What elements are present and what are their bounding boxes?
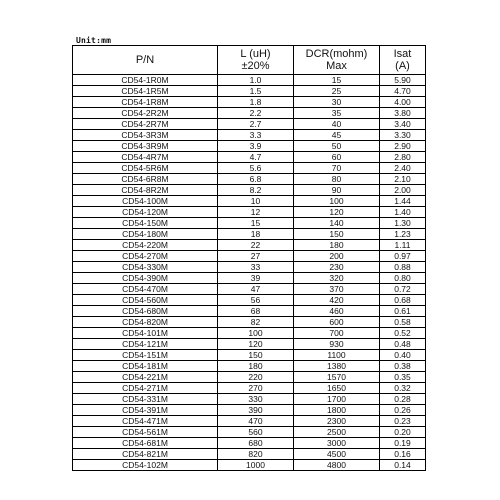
- isat-cell: 2.90: [380, 141, 426, 152]
- part-number-cell: CD54-3R3M: [73, 130, 218, 141]
- table-row: [73, 438, 426, 449]
- inductance-cell: 100: [218, 328, 294, 339]
- table-row: [73, 174, 426, 185]
- dcr-cell: 180: [294, 240, 380, 251]
- dcr-cell: 1100: [294, 350, 380, 361]
- inductance-cell: 820: [218, 449, 294, 460]
- table-row: [73, 350, 426, 361]
- inductance-cell: 22: [218, 240, 294, 251]
- isat-cell: 3.40: [380, 119, 426, 130]
- part-number-cell: CD54-270M: [73, 251, 218, 262]
- header-part-number: [73, 46, 218, 75]
- table-body: [73, 75, 426, 471]
- table-row: [73, 317, 426, 328]
- part-number-cell: CD54-471M: [73, 416, 218, 427]
- isat-cell: 2.40: [380, 163, 426, 174]
- inductance-cell: 12: [218, 207, 294, 218]
- inductance-cell: 27: [218, 251, 294, 262]
- isat-cell: 0.52: [380, 328, 426, 339]
- inductance-cell: 120: [218, 339, 294, 350]
- inductance-cell: 680: [218, 438, 294, 449]
- part-number-cell: CD54-1R8M: [73, 97, 218, 108]
- inductance-cell: 1.0: [218, 75, 294, 86]
- dcr-cell: 3000: [294, 438, 380, 449]
- inductance-cell: 330: [218, 394, 294, 405]
- header-inductance: [218, 46, 294, 75]
- table-row: [73, 262, 426, 273]
- table-row: [73, 240, 426, 251]
- part-number-cell: CD54-121M: [73, 339, 218, 350]
- header-inductance-label: L (uH): [240, 48, 271, 60]
- dcr-cell: 230: [294, 262, 380, 273]
- dcr-cell: 140: [294, 218, 380, 229]
- table-row: [73, 306, 426, 317]
- dcr-cell: 4500: [294, 449, 380, 460]
- part-number-cell: CD54-4R7M: [73, 152, 218, 163]
- header-isat: [380, 46, 426, 75]
- dcr-cell: 2300: [294, 416, 380, 427]
- table-row: [73, 284, 426, 295]
- inductance-cell: 33: [218, 262, 294, 273]
- inductance-cell: 220: [218, 372, 294, 383]
- part-number-cell: CD54-681M: [73, 438, 218, 449]
- part-number-cell: CD54-181M: [73, 361, 218, 372]
- part-number-cell: CD54-221M: [73, 372, 218, 383]
- table-row: [73, 97, 426, 108]
- part-number-cell: CD54-391M: [73, 405, 218, 416]
- inductance-cell: 47: [218, 284, 294, 295]
- dcr-cell: 50: [294, 141, 380, 152]
- isat-cell: 0.72: [380, 284, 426, 295]
- inductance-cell: 1.8: [218, 97, 294, 108]
- dcr-cell: 700: [294, 328, 380, 339]
- inductance-cell: 18: [218, 229, 294, 240]
- part-number-cell: CD54-820M: [73, 317, 218, 328]
- table-row: [73, 196, 426, 207]
- dcr-cell: 370: [294, 284, 380, 295]
- part-number-cell: CD54-470M: [73, 284, 218, 295]
- part-number-cell: CD54-560M: [73, 295, 218, 306]
- dcr-cell: 70: [294, 163, 380, 174]
- header-dcr-qualifier: Max: [326, 60, 347, 72]
- isat-cell: 4.00: [380, 97, 426, 108]
- table-row: [73, 152, 426, 163]
- isat-cell: 0.61: [380, 306, 426, 317]
- part-number-cell: CD54-1R5M: [73, 86, 218, 97]
- part-number-cell: CD54-102M: [73, 460, 218, 471]
- dcr-cell: 150: [294, 229, 380, 240]
- table-row: [73, 163, 426, 174]
- table-row: [73, 394, 426, 405]
- inductance-cell: 6.8: [218, 174, 294, 185]
- inductance-cell: 8.2: [218, 185, 294, 196]
- isat-cell: 3.80: [380, 108, 426, 119]
- dcr-cell: 15: [294, 75, 380, 86]
- dcr-cell: 100: [294, 196, 380, 207]
- part-number-cell: CD54-151M: [73, 350, 218, 361]
- table-row: [73, 339, 426, 350]
- isat-cell: 1.23: [380, 229, 426, 240]
- header-pn-label: P/N: [135, 54, 155, 66]
- dcr-cell: 930: [294, 339, 380, 350]
- inductance-cell: 4.7: [218, 152, 294, 163]
- header-isat-unit: (A): [395, 60, 410, 72]
- dcr-cell: 200: [294, 251, 380, 262]
- table-row: [73, 372, 426, 383]
- inductance-cell: 10: [218, 196, 294, 207]
- table-row: [73, 405, 426, 416]
- inductance-cell: 180: [218, 361, 294, 372]
- isat-cell: 0.26: [380, 405, 426, 416]
- part-number-cell: CD54-271M: [73, 383, 218, 394]
- isat-cell: 0.80: [380, 273, 426, 284]
- part-number-cell: CD54-390M: [73, 273, 218, 284]
- part-number-cell: CD54-100M: [73, 196, 218, 207]
- isat-cell: 0.40: [380, 350, 426, 361]
- dcr-cell: 320: [294, 273, 380, 284]
- part-number-cell: CD54-680M: [73, 306, 218, 317]
- table-row: [73, 141, 426, 152]
- isat-cell: 4.70: [380, 86, 426, 97]
- dcr-cell: 30: [294, 97, 380, 108]
- part-number-cell: CD54-561M: [73, 427, 218, 438]
- inductor-spec-table: [72, 45, 426, 471]
- inductance-cell: 39: [218, 273, 294, 284]
- isat-cell: 0.68: [380, 295, 426, 306]
- table-row: [73, 218, 426, 229]
- dcr-cell: 1380: [294, 361, 380, 372]
- isat-cell: 2.80: [380, 152, 426, 163]
- table-row: [73, 383, 426, 394]
- isat-cell: 0.23: [380, 416, 426, 427]
- dcr-cell: 40: [294, 119, 380, 130]
- dcr-cell: 4800: [294, 460, 380, 471]
- table-row: [73, 295, 426, 306]
- inductance-cell: 560: [218, 427, 294, 438]
- table-row: [73, 185, 426, 196]
- header-isat-label: Isat: [393, 48, 412, 60]
- isat-cell: 0.48: [380, 339, 426, 350]
- inductance-cell: 82: [218, 317, 294, 328]
- part-number-cell: CD54-2R7M: [73, 119, 218, 130]
- table-row: [73, 229, 426, 240]
- isat-cell: 2.00: [380, 185, 426, 196]
- table-row: [73, 328, 426, 339]
- part-number-cell: CD54-8R2M: [73, 185, 218, 196]
- inductance-cell: 1000: [218, 460, 294, 471]
- dcr-cell: 600: [294, 317, 380, 328]
- part-number-cell: CD54-180M: [73, 229, 218, 240]
- isat-cell: 0.88: [380, 262, 426, 273]
- part-number-cell: CD54-1R0M: [73, 75, 218, 86]
- isat-cell: 0.35: [380, 372, 426, 383]
- isat-cell: 0.14: [380, 460, 426, 471]
- table-row: [73, 251, 426, 262]
- isat-cell: 3.30: [380, 130, 426, 141]
- dcr-cell: 60: [294, 152, 380, 163]
- table-row: [73, 449, 426, 460]
- table-row: [73, 361, 426, 372]
- inductance-cell: 390: [218, 405, 294, 416]
- table-row: [73, 416, 426, 427]
- isat-cell: 0.38: [380, 361, 426, 372]
- table-row: [73, 427, 426, 438]
- part-number-cell: CD54-821M: [73, 449, 218, 460]
- inductance-cell: 2.7: [218, 119, 294, 130]
- header-dcr: [294, 46, 380, 75]
- inductance-cell: 1.5: [218, 86, 294, 97]
- dcr-cell: 90: [294, 185, 380, 196]
- inductance-cell: 2.2: [218, 108, 294, 119]
- table-row: [73, 130, 426, 141]
- isat-cell: 2.10: [380, 174, 426, 185]
- table-header-row: [73, 46, 426, 75]
- part-number-cell: CD54-2R2M: [73, 108, 218, 119]
- isat-cell: 1.40: [380, 207, 426, 218]
- dcr-cell: 120: [294, 207, 380, 218]
- table-row: [73, 460, 426, 471]
- table-row: [73, 273, 426, 284]
- table-row: [73, 207, 426, 218]
- unit-label: Unit:mm: [76, 36, 112, 45]
- isat-cell: 0.19: [380, 438, 426, 449]
- part-number-cell: CD54-150M: [73, 218, 218, 229]
- dcr-cell: 1650: [294, 383, 380, 394]
- part-number-cell: CD54-3R9M: [73, 141, 218, 152]
- isat-cell: 0.28: [380, 394, 426, 405]
- inductance-cell: 270: [218, 383, 294, 394]
- dcr-cell: 1700: [294, 394, 380, 405]
- inductance-cell: 150: [218, 350, 294, 361]
- part-number-cell: CD54-331M: [73, 394, 218, 405]
- isat-cell: 0.97: [380, 251, 426, 262]
- table-row: [73, 108, 426, 119]
- isat-cell: 5.90: [380, 75, 426, 86]
- dcr-cell: 80: [294, 174, 380, 185]
- part-number-cell: CD54-220M: [73, 240, 218, 251]
- header-dcr-label: DCR(mohm): [305, 48, 368, 60]
- inductance-cell: 3.9: [218, 141, 294, 152]
- dcr-cell: 25: [294, 86, 380, 97]
- header-inductance-tolerance: ±20%: [241, 60, 270, 72]
- part-number-cell: CD54-101M: [73, 328, 218, 339]
- inductance-cell: 470: [218, 416, 294, 427]
- dcr-cell: 2500: [294, 427, 380, 438]
- isat-cell: 0.58: [380, 317, 426, 328]
- inductance-cell: 56: [218, 295, 294, 306]
- table-row: [73, 86, 426, 97]
- inductance-cell: 5.6: [218, 163, 294, 174]
- isat-cell: 1.11: [380, 240, 426, 251]
- inductance-cell: 3.3: [218, 130, 294, 141]
- part-number-cell: CD54-6R8M: [73, 174, 218, 185]
- isat-cell: 0.16: [380, 449, 426, 460]
- inductance-cell: 15: [218, 218, 294, 229]
- dcr-cell: 420: [294, 295, 380, 306]
- dcr-cell: 1800: [294, 405, 380, 416]
- part-number-cell: CD54-5R6M: [73, 163, 218, 174]
- dcr-cell: 1570: [294, 372, 380, 383]
- table-row: [73, 75, 426, 86]
- dcr-cell: 460: [294, 306, 380, 317]
- isat-cell: 1.30: [380, 218, 426, 229]
- inductance-cell: 68: [218, 306, 294, 317]
- isat-cell: 0.32: [380, 383, 426, 394]
- part-number-cell: CD54-120M: [73, 207, 218, 218]
- isat-cell: 0.20: [380, 427, 426, 438]
- table-row: [73, 119, 426, 130]
- dcr-cell: 45: [294, 130, 380, 141]
- dcr-cell: 35: [294, 108, 380, 119]
- part-number-cell: CD54-330M: [73, 262, 218, 273]
- isat-cell: 1.44: [380, 196, 426, 207]
